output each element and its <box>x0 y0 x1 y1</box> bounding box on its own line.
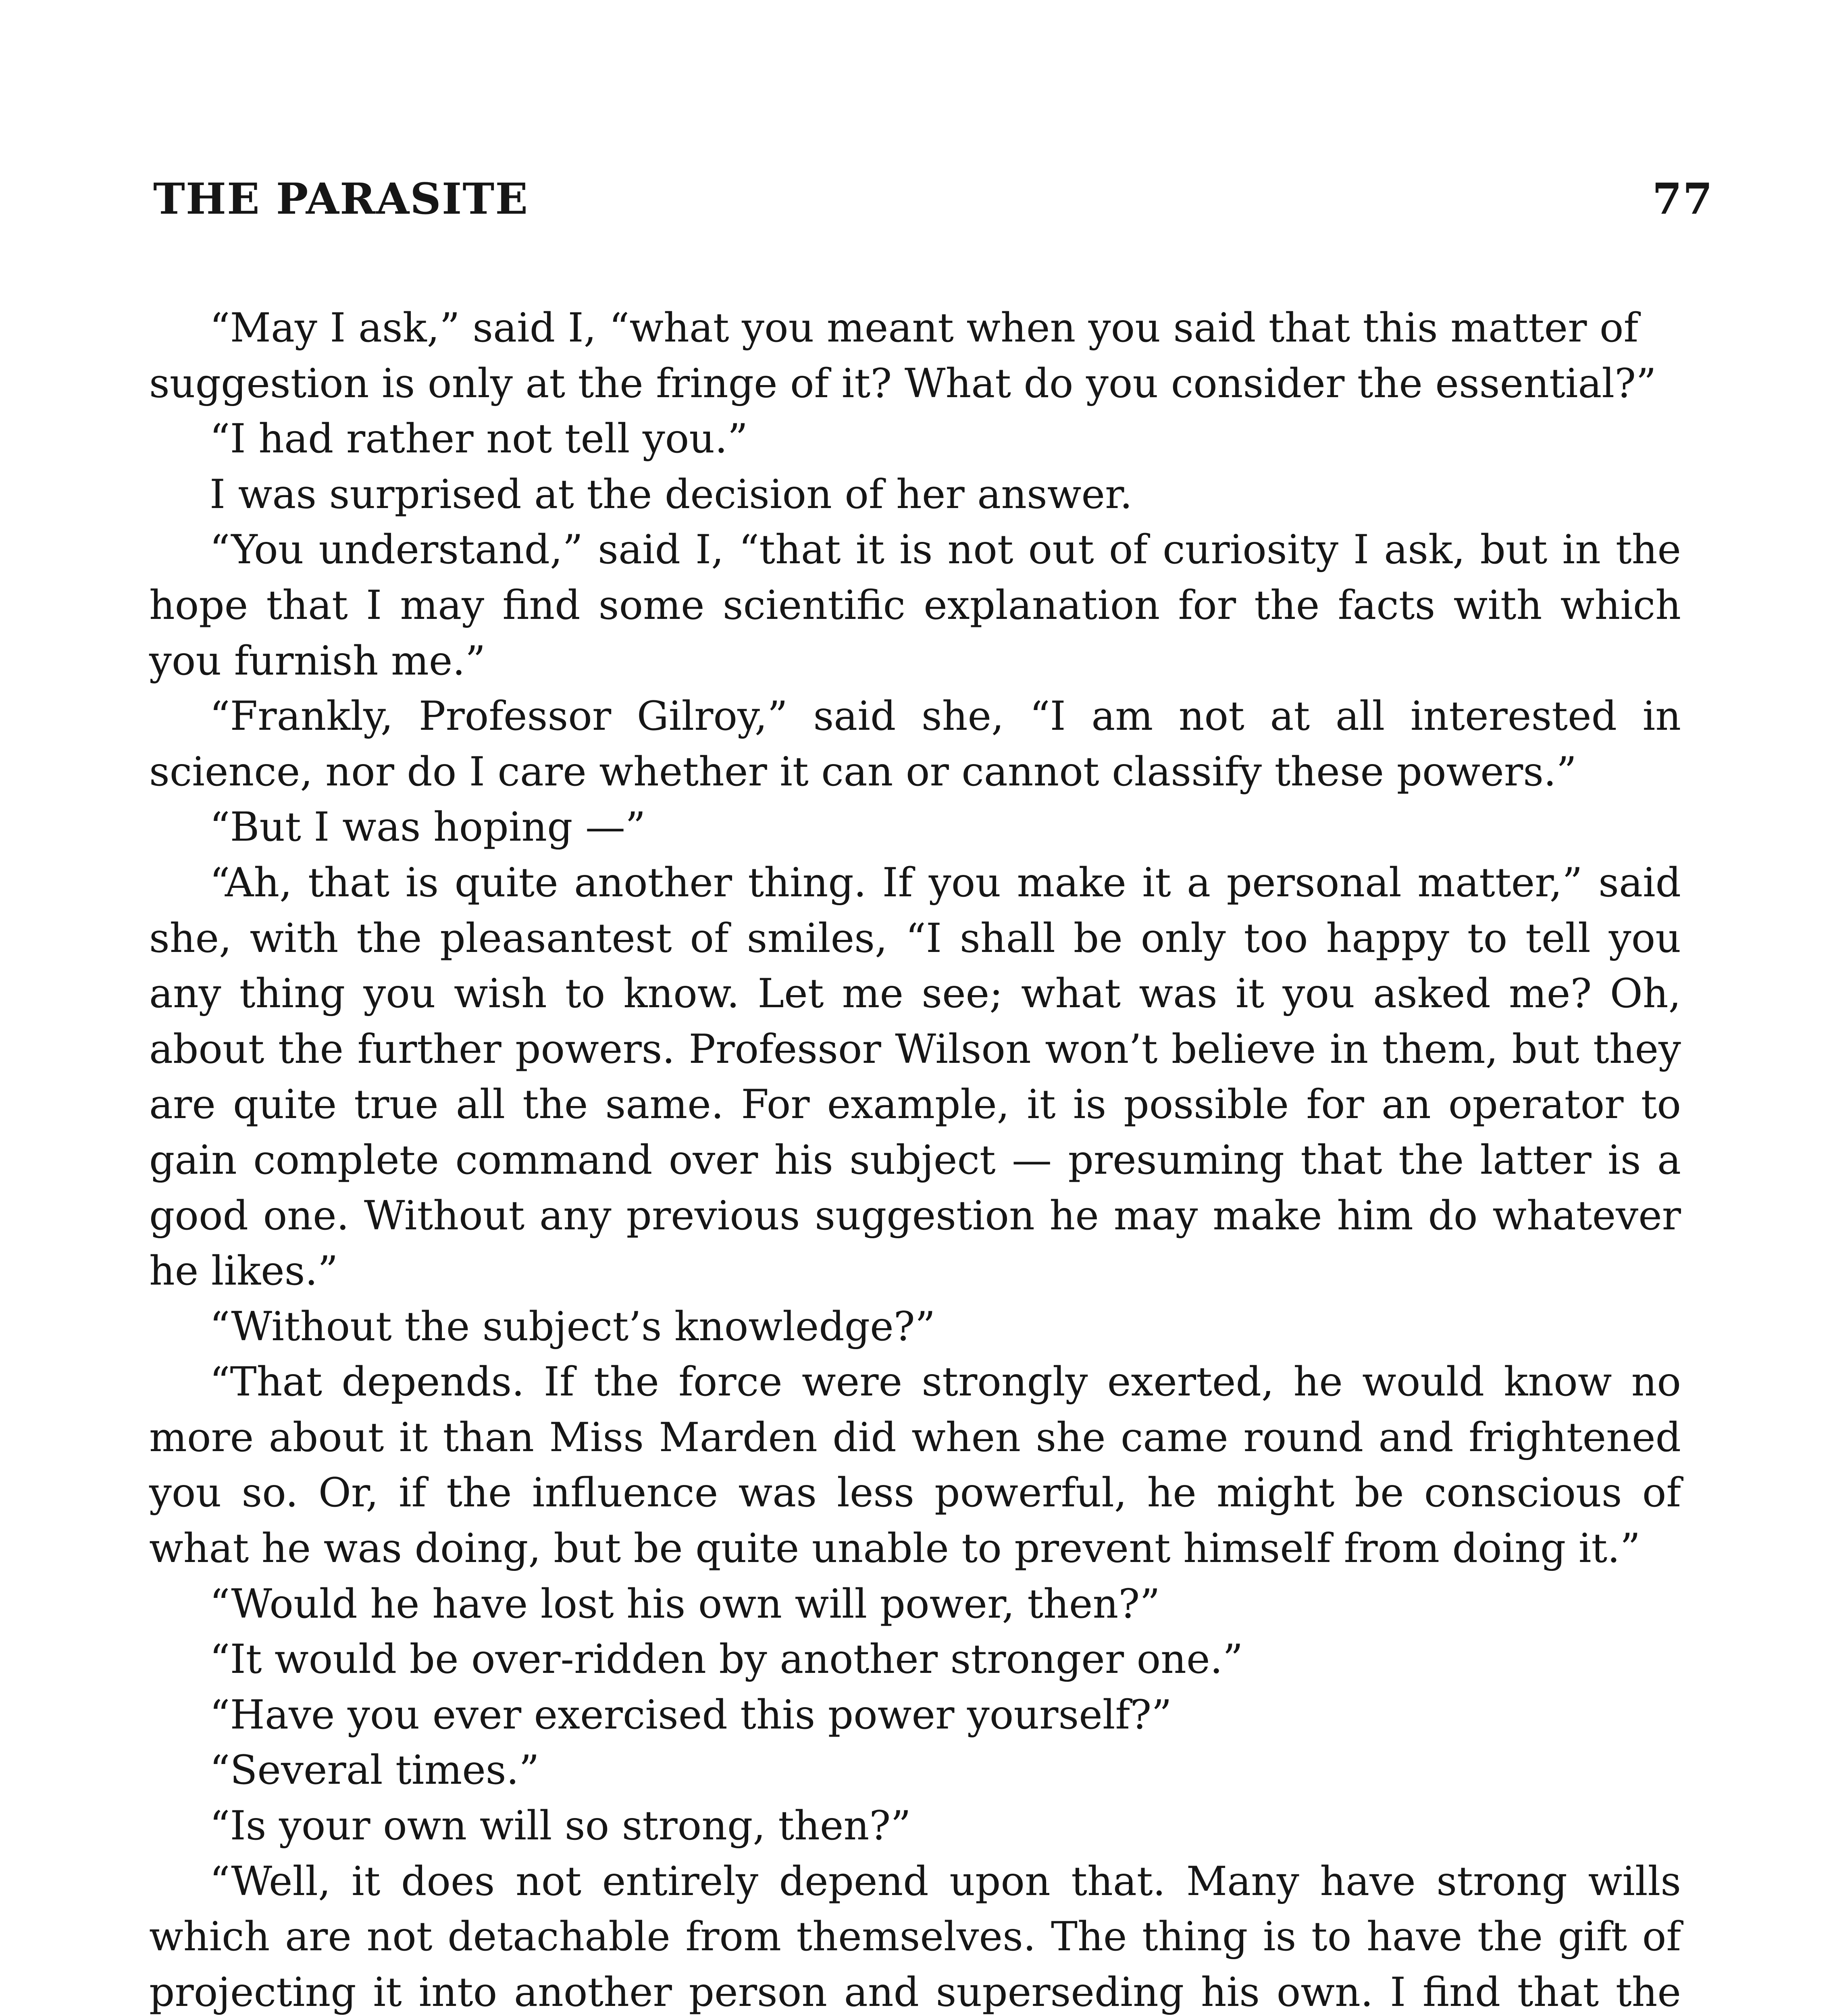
paragraph: “It would be over-ridden by another stronger one.” <box>210 1636 1243 1683</box>
chapter-title: THE PARASITE <box>153 173 529 224</box>
paragraph: “Ah, that is quite another thing. If you make it a personal matter,” said she, with the pleasantest of smiles, “I shall be only too happy to tell you any thing you wish to know. Let me see; what was it you asked me? Oh, about the further powers. Professor Wilson won’t believe in them, but they are quite true all the same. For example, it is possible for an operator to gain complete command over his subject — presuming that the latter is a good one. Without any previous suggestion he may make him do whatever he likes.” <box>149 859 1681 1295</box>
paragraph: “Without the subject’s knowledge?” <box>210 1303 936 1350</box>
body-text <box>149 300 1681 2016</box>
paragraph: “Frankly, Professor Gilroy,” said she, “I am not at all interested in science, nor do I care whether it can or cannot classify these powers.” <box>149 693 1681 795</box>
page-number: 77 <box>1652 173 1713 224</box>
running-head <box>153 173 1713 234</box>
paragraph: “That depends. If the force were strongly exerted, he would know no more about it than Miss Marden did when she came round and frightened you so. Or, if the influence was less powerful, he might be conscious of what he was doing, but be quite unable to prevent himself from doing it.” <box>149 1359 1681 1572</box>
paragraph: “May I ask,” said I, “what you meant when you said that this matter of suggestion is only at the fringe of it? What do you consider the essential?” <box>149 305 1656 407</box>
paragraph: “Have you ever exercised this power yourself?” <box>210 1691 1172 1738</box>
paragraph: “Is your own will so strong, then?” <box>210 1803 911 1849</box>
paragraph: “You understand,” said I, “that it is not out of curiosity I ask, but in the hope that I may find some scientific explanation for the facts with which you furnish me.” <box>149 527 1681 684</box>
paragraph: “Well, it does not entirely depend upon that. Many have strong wills which are not detachable from themselves. The thing is to have the gift of projecting it into another person and superseding his own. I find that the <box>149 1858 1681 2016</box>
paragraph: I was surprised at the decision of her answer. <box>210 471 1133 518</box>
paragraph: “Several times.” <box>210 1747 539 1794</box>
paragraph: “I had rather not tell you.” <box>210 416 748 462</box>
paragraph: “Would he have lost his own will power, then?” <box>210 1581 1160 1627</box>
paragraph: “But I was hoping —” <box>210 804 646 851</box>
